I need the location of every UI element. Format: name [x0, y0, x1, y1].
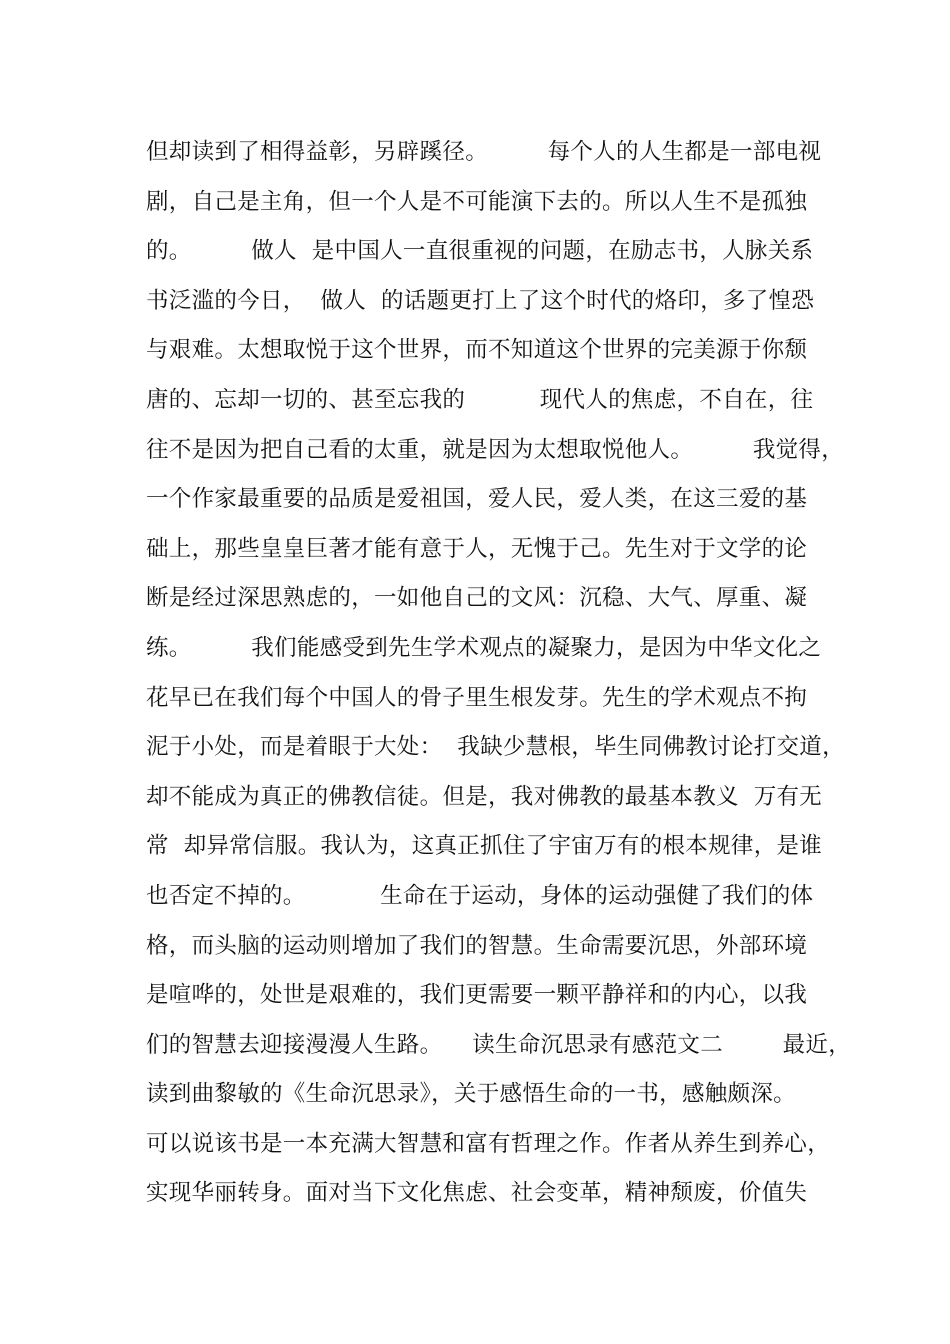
text-line: 练。 我们能感受到先生学术观点的凝聚力，是因为中华文化之	[146, 634, 822, 661]
text-line: 也否定不掉的。 生命在于运动，身体的运动强健了我们的体	[146, 882, 814, 909]
text-line: 可以说该书是一本充满大智慧和富有哲理之作。作者从养生到养心，	[146, 1130, 831, 1157]
text-line: 们的智慧去迎接漫漫人生路。 读生命沉思录有感范文二 最近，	[146, 1031, 852, 1058]
text-line: 却不能成为真正的佛教信徒。但是，我对佛教的最基本教义 万有无	[146, 783, 823, 810]
text-line: 础上，那些皇皇巨著才能有意于人，无愧于己。先生对于文学的论	[146, 535, 808, 562]
text-line: 常 却异常信服。我认为，这真正抓住了宇宙万有的根本规律，是谁	[146, 833, 823, 860]
text-line: 实现华丽转身。面对当下文化焦虑、社会变革，精神颓废，价值失	[146, 1180, 808, 1207]
body-text	[146, 128, 852, 1219]
text-line: 花早已在我们每个中国人的骨子里生根发芽。先生的学术观点不拘	[146, 684, 808, 711]
text-line: 断是经过深思熟虑的，一如他自己的文风：沉稳、大气、厚重、凝	[146, 585, 808, 612]
text-line: 泥于小处，而是着眼于大处： 我缺少慧根，毕生同佛教讨论打交道，	[146, 734, 845, 761]
text-line: 一个作家最重要的品质是爱祖国，爱人民，爱人类，在这三爱的基	[146, 486, 808, 513]
text-line: 格，而头脑的运动则增加了我们的智慧。生命需要沉思，外部环境	[146, 932, 808, 959]
text-line: 书泛滥的今日， 做人 的话题更打上了这个时代的烙印，多了惶恐	[146, 287, 815, 314]
text-line: 剧，自己是主角，但一个人是不可能演下去的。所以人生不是孤独	[146, 188, 808, 215]
text-line: 唐的、忘却一切的、甚至忘我的 现代人的焦虑，不自在，往	[146, 386, 814, 413]
text-line: 与艰难。太想取悦于这个世界，而不知道这个世界的完美源于你颓	[146, 337, 808, 364]
text-line: 往不是因为把自己看的太重，就是因为太想取悦他人。 我觉得，	[146, 436, 845, 463]
text-line: 的。 做人 是中国人一直很重视的问题，在励志书，人脉关系	[146, 238, 814, 265]
text-line: 但却读到了相得益彰，另辟蹊径。 每个人的人生都是一部电视	[146, 139, 822, 165]
text-line: 读到曲黎敏的《生命沉思录》，关于感悟生命的一书，感触颇深。	[146, 1081, 796, 1108]
text-line: 是喧哗的，处世是艰难的，我们更需要一颗平静祥和的内心，以我	[146, 982, 808, 1009]
